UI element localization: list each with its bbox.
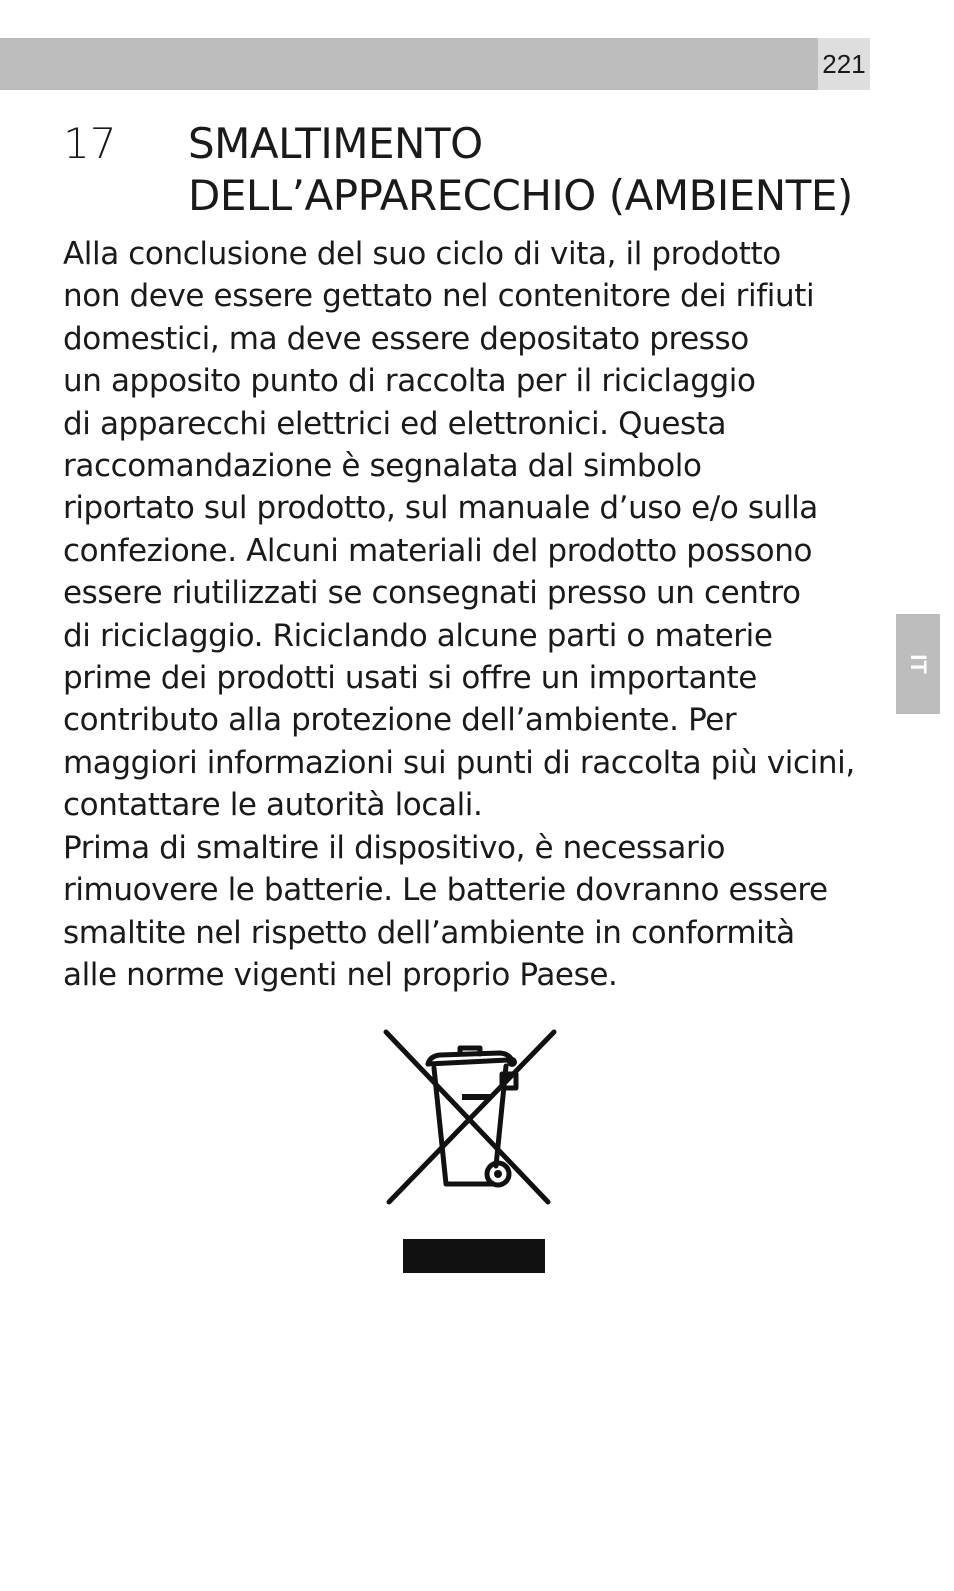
paragraph-disposal [63,233,903,827]
section-title [188,118,908,222]
text-line: smaltite nel rispetto dell’ambiente in conformità [63,914,795,951]
text-line: un apposito punto di raccolta per il riciclaggio [63,363,756,400]
crossed-out-wheelie-bin-icon [380,1028,560,1278]
text-line: di riciclaggio. Riciclando alcune parti o materie [63,617,773,654]
header-bar [0,38,818,90]
text-line: contributo alla protezione dell’ambiente. Per [63,702,737,739]
body-text [63,233,903,996]
text-line: contattare le autorità locali. [63,787,483,824]
text-line: essere riutilizzati se consegnati presso un centro [63,575,801,612]
paragraph-batteries [63,827,903,997]
text-line: raccomandazione è segnalata dal simbolo [63,448,702,485]
text-line: Alla conclusione del suo ciclo di vita, il prodotto [63,236,781,272]
text-line: rimuovere le batterie. Le batterie dovranno essere [63,872,828,909]
text-line: Prima di smaltire il dispositivo, è necessario [63,829,726,866]
page-number: 221 [822,48,866,79]
text-line: prime dei prodotti usati si offre un importante [63,660,757,697]
text-line: maggiori informazioni sui punti di raccolta più vicini, [63,744,855,781]
language-tab [896,614,940,714]
section-title-line: SMALTIMENTO [188,119,483,168]
page-number-box [818,38,870,90]
section-title-line: DELL’APPARECCHIO (AMBIENTE) [188,171,853,220]
text-line: non deve essere gettato nel contenitore dei rifiuti [63,278,815,315]
text-line: riportato sul prodotto, sul manuale d’uso e/o sulla [63,490,818,527]
text-line: domestici, ma deve essere depositato presso [63,320,749,357]
text-line: confezione. Alcuni materiali del prodotto possono [63,532,813,569]
language-tab-label: IT [906,654,931,674]
section-number: 17 [63,119,117,168]
text-line: alle norme vigenti nel proprio Paese. [63,956,618,993]
text-line: di apparecchi elettrici ed elettronici. Questa [63,405,727,442]
